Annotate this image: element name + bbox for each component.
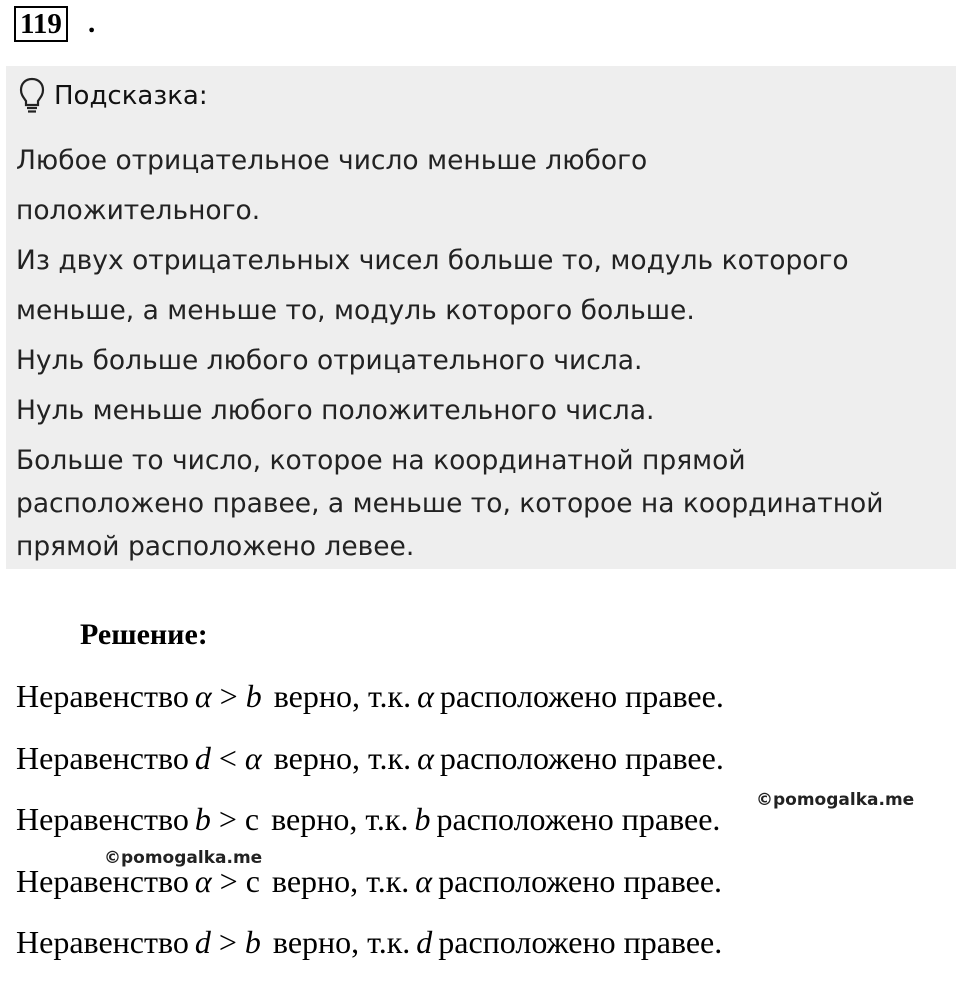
math-left: α <box>194 862 212 899</box>
hint-body <box>16 144 951 573</box>
task-number: 119 <box>14 6 68 42</box>
math-operator: < <box>218 739 237 776</box>
hint-line: Нуль больше любого отрицательного числа. <box>16 345 643 376</box>
hint-header <box>18 76 208 116</box>
reason-text: верно, т.к. <box>271 862 410 899</box>
position-text: расположено правее. <box>436 801 721 837</box>
inequality-label: Неравенство <box>16 862 189 899</box>
math-left: d <box>194 739 211 776</box>
inequality-label: Неравенство <box>16 678 189 714</box>
hint-line: прямой расположено левее. <box>16 531 415 562</box>
inequality-label: Неравенство <box>16 924 189 960</box>
math-operator: > <box>219 678 238 714</box>
position-text: расположено правее. <box>439 678 724 714</box>
task-number-dot: . <box>88 7 96 39</box>
reason-text: верно, т.к. <box>272 924 411 960</box>
hint-line: меньше, а меньше то, модуль которого больше. <box>16 295 695 326</box>
solution-title: Решение: <box>80 618 208 651</box>
math-left: b <box>194 801 211 837</box>
math-right: b <box>244 924 261 960</box>
hint-line: Нуль меньше любого положительного числа. <box>16 395 655 426</box>
solution-line <box>16 922 724 984</box>
position-text: расположено правее. <box>438 862 723 899</box>
math-right: b <box>245 678 262 714</box>
solution-list <box>16 676 724 984</box>
lightbulb-icon <box>18 77 46 115</box>
math-left: d <box>194 924 211 960</box>
math-variable: α <box>417 678 434 714</box>
math-operator: > <box>219 862 238 899</box>
inequality-label: Неравенство <box>16 801 189 837</box>
solution-line <box>16 861 724 923</box>
reason-text: верно, т.к. <box>273 739 412 776</box>
hint-line: Из двух отрицательных чисел больше то, модуль которого <box>16 245 849 276</box>
position-text: расположено правее. <box>439 739 724 776</box>
watermark: ©pomogalka.me <box>756 790 915 810</box>
math-left: α <box>194 678 212 714</box>
math-right: с <box>245 862 260 899</box>
solution-line <box>16 676 724 738</box>
watermark: ©pomogalka.me <box>104 848 263 868</box>
reason-text: верно, т.к. <box>273 678 412 714</box>
hint-line: Больше то число, которое на координатной прямой <box>16 445 746 476</box>
hint-panel <box>6 66 956 569</box>
math-variable: α <box>415 862 433 899</box>
hint-line: Любое отрицательное число меньше любого <box>16 145 648 176</box>
hint-title: Подсказка: <box>54 81 208 111</box>
hint-line: расположено правее, а меньше то, которое на координатной <box>16 488 884 519</box>
math-operator: > <box>218 801 237 837</box>
math-operator: > <box>218 924 237 960</box>
inequality-label: Неравенство <box>16 739 189 776</box>
position-text: расположено правее. <box>438 924 723 960</box>
reason-text: верно, т.к. <box>271 801 409 837</box>
hint-line: положительного. <box>16 195 261 226</box>
solution-line <box>16 738 724 800</box>
math-right: α <box>244 739 262 776</box>
math-variable: α <box>417 739 434 776</box>
math-right: с <box>244 801 260 837</box>
math-variable: b <box>414 801 431 837</box>
math-variable: d <box>416 924 433 960</box>
